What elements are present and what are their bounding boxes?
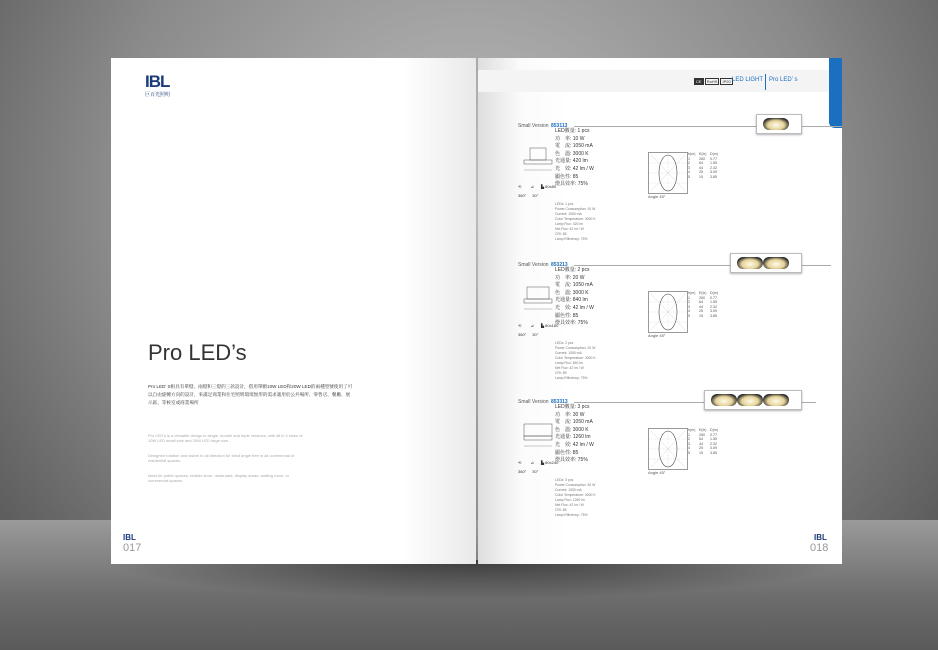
lamp-head [763,257,789,269]
en-spec-line: LEDs: 1 pcs [555,202,574,206]
en-spec-line: Net Flux: 42 lm / W [555,227,584,231]
photometric-row: 4 25 3.09 [688,446,717,451]
lamp-head [763,118,789,130]
spec-line: 功 率: 10 W [555,135,585,142]
en-spec-line: CRI: 85 [555,371,567,375]
footer-logo: IBL [123,533,136,542]
rotation-angle: 360° [518,193,527,198]
page-title: Pro LED’s [148,340,247,365]
photometric-row: 4 25 3.09 [688,309,717,314]
dimension-icon: ▙ [540,460,545,465]
photometric-row: 1 260 0.77 [688,156,717,161]
brochure-shadow [100,560,850,600]
en-spec-line: Current: 1050 mA [555,351,582,355]
product-code: 853213 [551,262,568,268]
en-spec-line: LEDs: 2 pcs [555,341,574,345]
spec-list-cn [555,128,594,189]
en-spec-line: CRI: 85 [555,232,567,236]
right-page [478,58,842,564]
en-spec-line: Current: 1050 mA [555,212,582,216]
spec-line: 顯色性: 85 [555,312,579,319]
en-spec-line: Lamp Flux: 1260 lm [555,498,585,502]
photometric-table: h(m) E(lx) D(m) 1 260 0.77 2 64 1.55 3 44 2.32 4 25 3.09 5 15 3.85 [688,152,721,180]
spec-line: 功 率: 20 W [555,274,585,281]
spec-line: 光 效: 42 lm / W [555,441,594,448]
photometric-row: 5 15 3.85 [688,313,717,318]
dimension-label: 80x240 [545,460,559,465]
en-spec-line: Power Consumption: 30 W [555,483,596,487]
spec-line: 色 溫: 3000 K [555,426,589,433]
ip-icon: IP20 [722,79,731,84]
left-page [111,58,476,564]
en-paragraph-3: Ideal for public spaces, retailer store, restaurant, display areas, waiting room, or commercial spaces. [148,473,289,483]
spec-line: 電 流: 1050 mA [555,282,593,289]
en-spec-line: Current: 1050 mA [555,488,582,492]
en-spec-line: Lamp Efficiency: 75% [555,376,588,380]
lamp-head [763,394,789,406]
dimension-label: 80x80 [545,184,557,189]
photometric-row: 3 44 2.32 [688,165,717,170]
spec-line: 功 率: 30 W [555,411,585,418]
polar-diagram [648,428,688,470]
product-photo [730,253,802,273]
en-spec-line: Lamp Efficiency: 75% [555,513,588,517]
brand-logo: IBL [145,72,170,91]
product-code: 853313 [551,399,568,405]
spec-line: 色 溫: 3000 K [555,150,589,157]
en-spec-line: Power Consumption: 20 W [555,346,596,350]
tilt-angle: 30° [532,193,539,198]
rotation-icons [518,323,558,328]
cn-description: Pro LED’ S相具有單燈、兩燈和三燈的三款設計，搭用單顆10W LED和20W LED的兩種型號使用了可以自由旋轉方向的設計，來滿足商業和住宅照明環境無形的需求適用於公共場所、零售店、餐廳、展示區、等候室或商業場所 [148,384,353,405]
rotation-icons [518,460,558,465]
dimension-icon: ▙ [540,323,545,328]
photometric-table: h(m) E(lx) D(m) 1 260 0.77 2 64 1.55 3 44 2.32 4 25 3.09 5 15 3.85 [688,291,721,319]
rotate-icon: ⟲ [518,184,522,189]
product-block [478,261,842,396]
header-divider [765,74,766,90]
page-number-right: 018 [810,542,829,554]
photometric-row: 1 260 0.77 [688,432,717,437]
polar-diagram [648,152,688,194]
dimension-drawing [520,422,556,454]
product-photo [704,390,802,410]
photometric-row: 2 64 1.55 [688,300,717,305]
en-spec-line: Net Flux: 42 lm / W [555,366,584,370]
dimension-drawing [520,146,556,178]
rotation-icons [518,184,556,189]
en-paragraph-1: Pro LED’s is a versatile design in single, double and triple versions, with all in 2 sizes of 10W LED small size and 20W LED large size. [148,433,303,443]
spec-line: LED數量: 3 pcs [555,404,590,410]
spec-line: 色 溫: 3000 K [555,289,589,296]
product-photo [756,114,802,134]
spec-line: LED數量: 1 pcs [555,128,590,134]
dimension-label: 80x160 [545,323,559,328]
lamp-head [737,257,763,269]
photometric-row: 2 64 1.55 [688,161,717,166]
spec-line: LED數量: 2 pcs [555,267,590,273]
rotate-icon: ⟲ [518,323,522,328]
polar-diagram [648,291,688,333]
dimension-icon: ▙ [540,184,545,189]
version-label: Small Version [518,123,549,129]
tilt-icon: ⊿ [530,323,534,328]
photometric-row: 1 260 0.77 [688,295,717,300]
rotation-values [518,193,538,198]
dimension-drawing [520,285,556,317]
en-spec-line: Lamp Efficiency: 75% [555,237,588,241]
section-tab [829,58,842,128]
header-category: LED LIGHT [732,77,764,83]
en-spec-line: CRI: 85 [555,508,567,512]
spec-line: 電 流: 1050 mA [555,419,593,426]
en-spec-line: Lamp Flux: 840 lm [555,361,583,365]
footer-logo-right: IBL [814,533,827,542]
rotation-angle: 360° [518,469,527,474]
brand-subtitle: 巨百光照明 [145,92,171,98]
spec-list-en [555,341,596,381]
spec-line: 光 效: 42 lm / W [555,304,594,311]
rotation-values [518,469,538,474]
rohs-icon: RoHS [706,79,718,84]
photometric-row: 3 44 2.32 [688,441,717,446]
rotation-angle: 360° [518,332,527,337]
photometric-row: 3 44 2.32 [688,304,717,309]
photometric-row: 4 25 3.09 [688,170,717,175]
version-label: Small Version [518,399,549,405]
version-label: Small Version [518,262,549,268]
spec-line: 電 流: 1050 mA [555,143,593,150]
cert-icons [694,78,733,85]
photometric-row: 5 15 3.85 [688,174,717,179]
tilt-angle: 30° [532,332,539,337]
spec-line: 光通量: 420 lm [555,158,588,165]
spec-list-en [555,202,596,242]
photometric-table: h(m) E(lx) D(m) 1 260 0.77 2 64 1.55 3 44 2.32 4 25 3.09 5 15 3.85 [688,428,721,456]
spec-line: 光通量: 1260 lm [555,434,591,441]
product-block [478,398,842,533]
en-spec-line: Power Consumption: 10 W [555,207,596,211]
spec-line: 光 效: 42 lm / W [555,165,594,172]
beam-angle: Angle 45° [648,333,666,338]
tilt-icon: ⊿ [530,460,534,465]
en-spec-line: LEDs: 3 pcs [555,478,574,482]
rotate-icon: ⟲ [518,460,522,465]
spec-list-cn [555,267,594,328]
spec-list-en [555,478,596,518]
photometric-row: 5 15 3.85 [688,450,717,455]
spec-list-cn [555,404,594,465]
en-spec-line: Color Temperature: 3000 K [555,217,596,221]
en-spec-line: Color Temperature: 3000 K [555,493,596,497]
spec-line: 燈具效率: 75% [555,181,588,188]
spec-line: 顯色性: 85 [555,449,579,456]
rotation-values [518,332,538,337]
spec-line: 顯色性: 85 [555,173,579,180]
page-number: 017 [123,542,142,554]
product-code: 853113 [551,123,568,129]
tilt-angle: 30° [532,469,539,474]
en-spec-line: Lamp Flux: 420 lm [555,222,583,226]
spec-line: 燈具效率: 75% [555,320,588,327]
spec-line: 燈具效率: 75% [555,457,588,464]
en-paragraph-2: Designed rotation and swivel in all direction for blind angle free in all commercial or residential spaces. [148,453,295,463]
beam-angle: Angle 45° [648,194,666,199]
ce-icon: CE [696,79,702,84]
lamp-head [711,394,737,406]
product-block [478,122,842,257]
photometric-row: 2 64 1.55 [688,437,717,442]
en-spec-line: Net Flux: 42 lm / W [555,503,584,507]
tilt-icon: ⊿ [530,184,534,189]
spec-line: 光通量: 840 lm [555,297,588,304]
header-series: Pro LED’ s [769,77,798,83]
lamp-head [737,394,763,406]
en-spec-line: Color Temperature: 3000 K [555,356,596,360]
beam-angle: Angle 45° [648,470,666,475]
